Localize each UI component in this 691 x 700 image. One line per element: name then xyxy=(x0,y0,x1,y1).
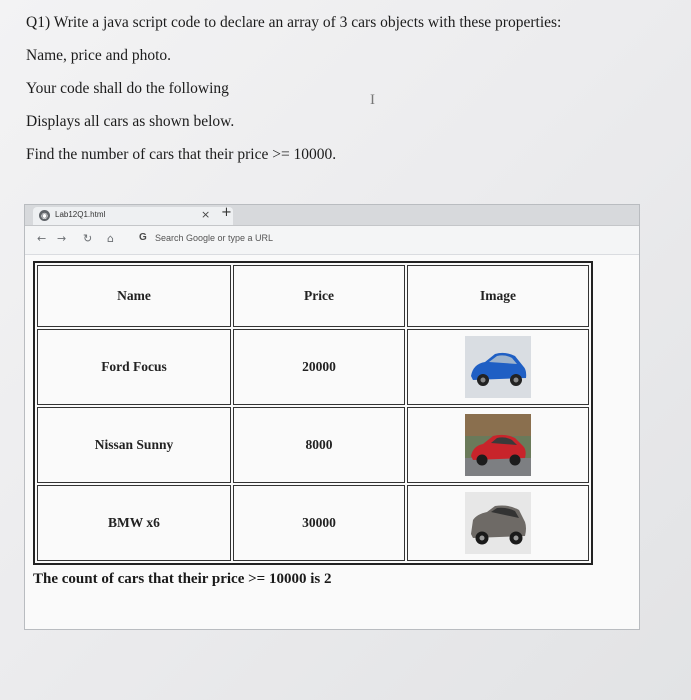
question-line-2: Name, price and photo. xyxy=(26,47,172,64)
tab-bar xyxy=(25,205,639,226)
car-image-cell xyxy=(407,485,589,561)
car-image-cell xyxy=(407,329,589,405)
question-line-5: Find the number of cars that their price >= 10000. xyxy=(26,146,337,163)
table-row xyxy=(37,485,589,561)
tab-title: Lab12Q1.html xyxy=(55,210,106,219)
browser-toolbar xyxy=(25,226,639,255)
forward-arrow-icon[interactable]: → xyxy=(57,232,67,245)
header-image: Image xyxy=(407,265,589,327)
car-name: Nissan Sunny xyxy=(37,407,231,483)
address-bar[interactable]: Search Google or type a URL xyxy=(155,233,274,243)
header-name: Name xyxy=(37,265,231,327)
home-icon[interactable]: ⌂ xyxy=(107,232,114,245)
question-line-1: Q1) Write a java script code to declare an array of 3 cars objects with these properties: xyxy=(26,14,562,31)
table-row xyxy=(37,329,589,405)
close-tab-icon[interactable]: × xyxy=(201,208,211,221)
red-car-photo xyxy=(465,414,531,476)
car-price: 8000 xyxy=(233,407,405,483)
text-cursor-icon: I xyxy=(370,92,375,108)
google-logo-icon: G xyxy=(139,232,147,243)
cars-table xyxy=(33,261,593,565)
back-arrow-icon[interactable]: ← xyxy=(37,232,47,245)
grey-suv-photo xyxy=(465,492,531,554)
header-price: Price xyxy=(233,265,405,327)
car-price: 20000 xyxy=(233,329,405,405)
globe-icon: ◉ xyxy=(39,210,50,221)
browser-screenshot xyxy=(24,204,640,630)
question-line-4: Displays all cars as shown below. xyxy=(26,113,235,130)
question-line-3: Your code shall do the following xyxy=(26,80,229,97)
result-text: The count of cars that their price >= 10000 is 2 xyxy=(33,571,332,587)
browser-tab[interactable] xyxy=(33,207,233,225)
table-row xyxy=(37,407,589,483)
car-name: Ford Focus xyxy=(37,329,231,405)
reload-icon[interactable]: ↻ xyxy=(83,232,93,245)
car-name: BMW x6 xyxy=(37,485,231,561)
table-header-row xyxy=(37,265,589,327)
car-image-cell xyxy=(407,407,589,483)
blue-car-photo xyxy=(465,336,531,398)
new-tab-button[interactable]: + xyxy=(221,205,232,220)
car-price: 30000 xyxy=(233,485,405,561)
